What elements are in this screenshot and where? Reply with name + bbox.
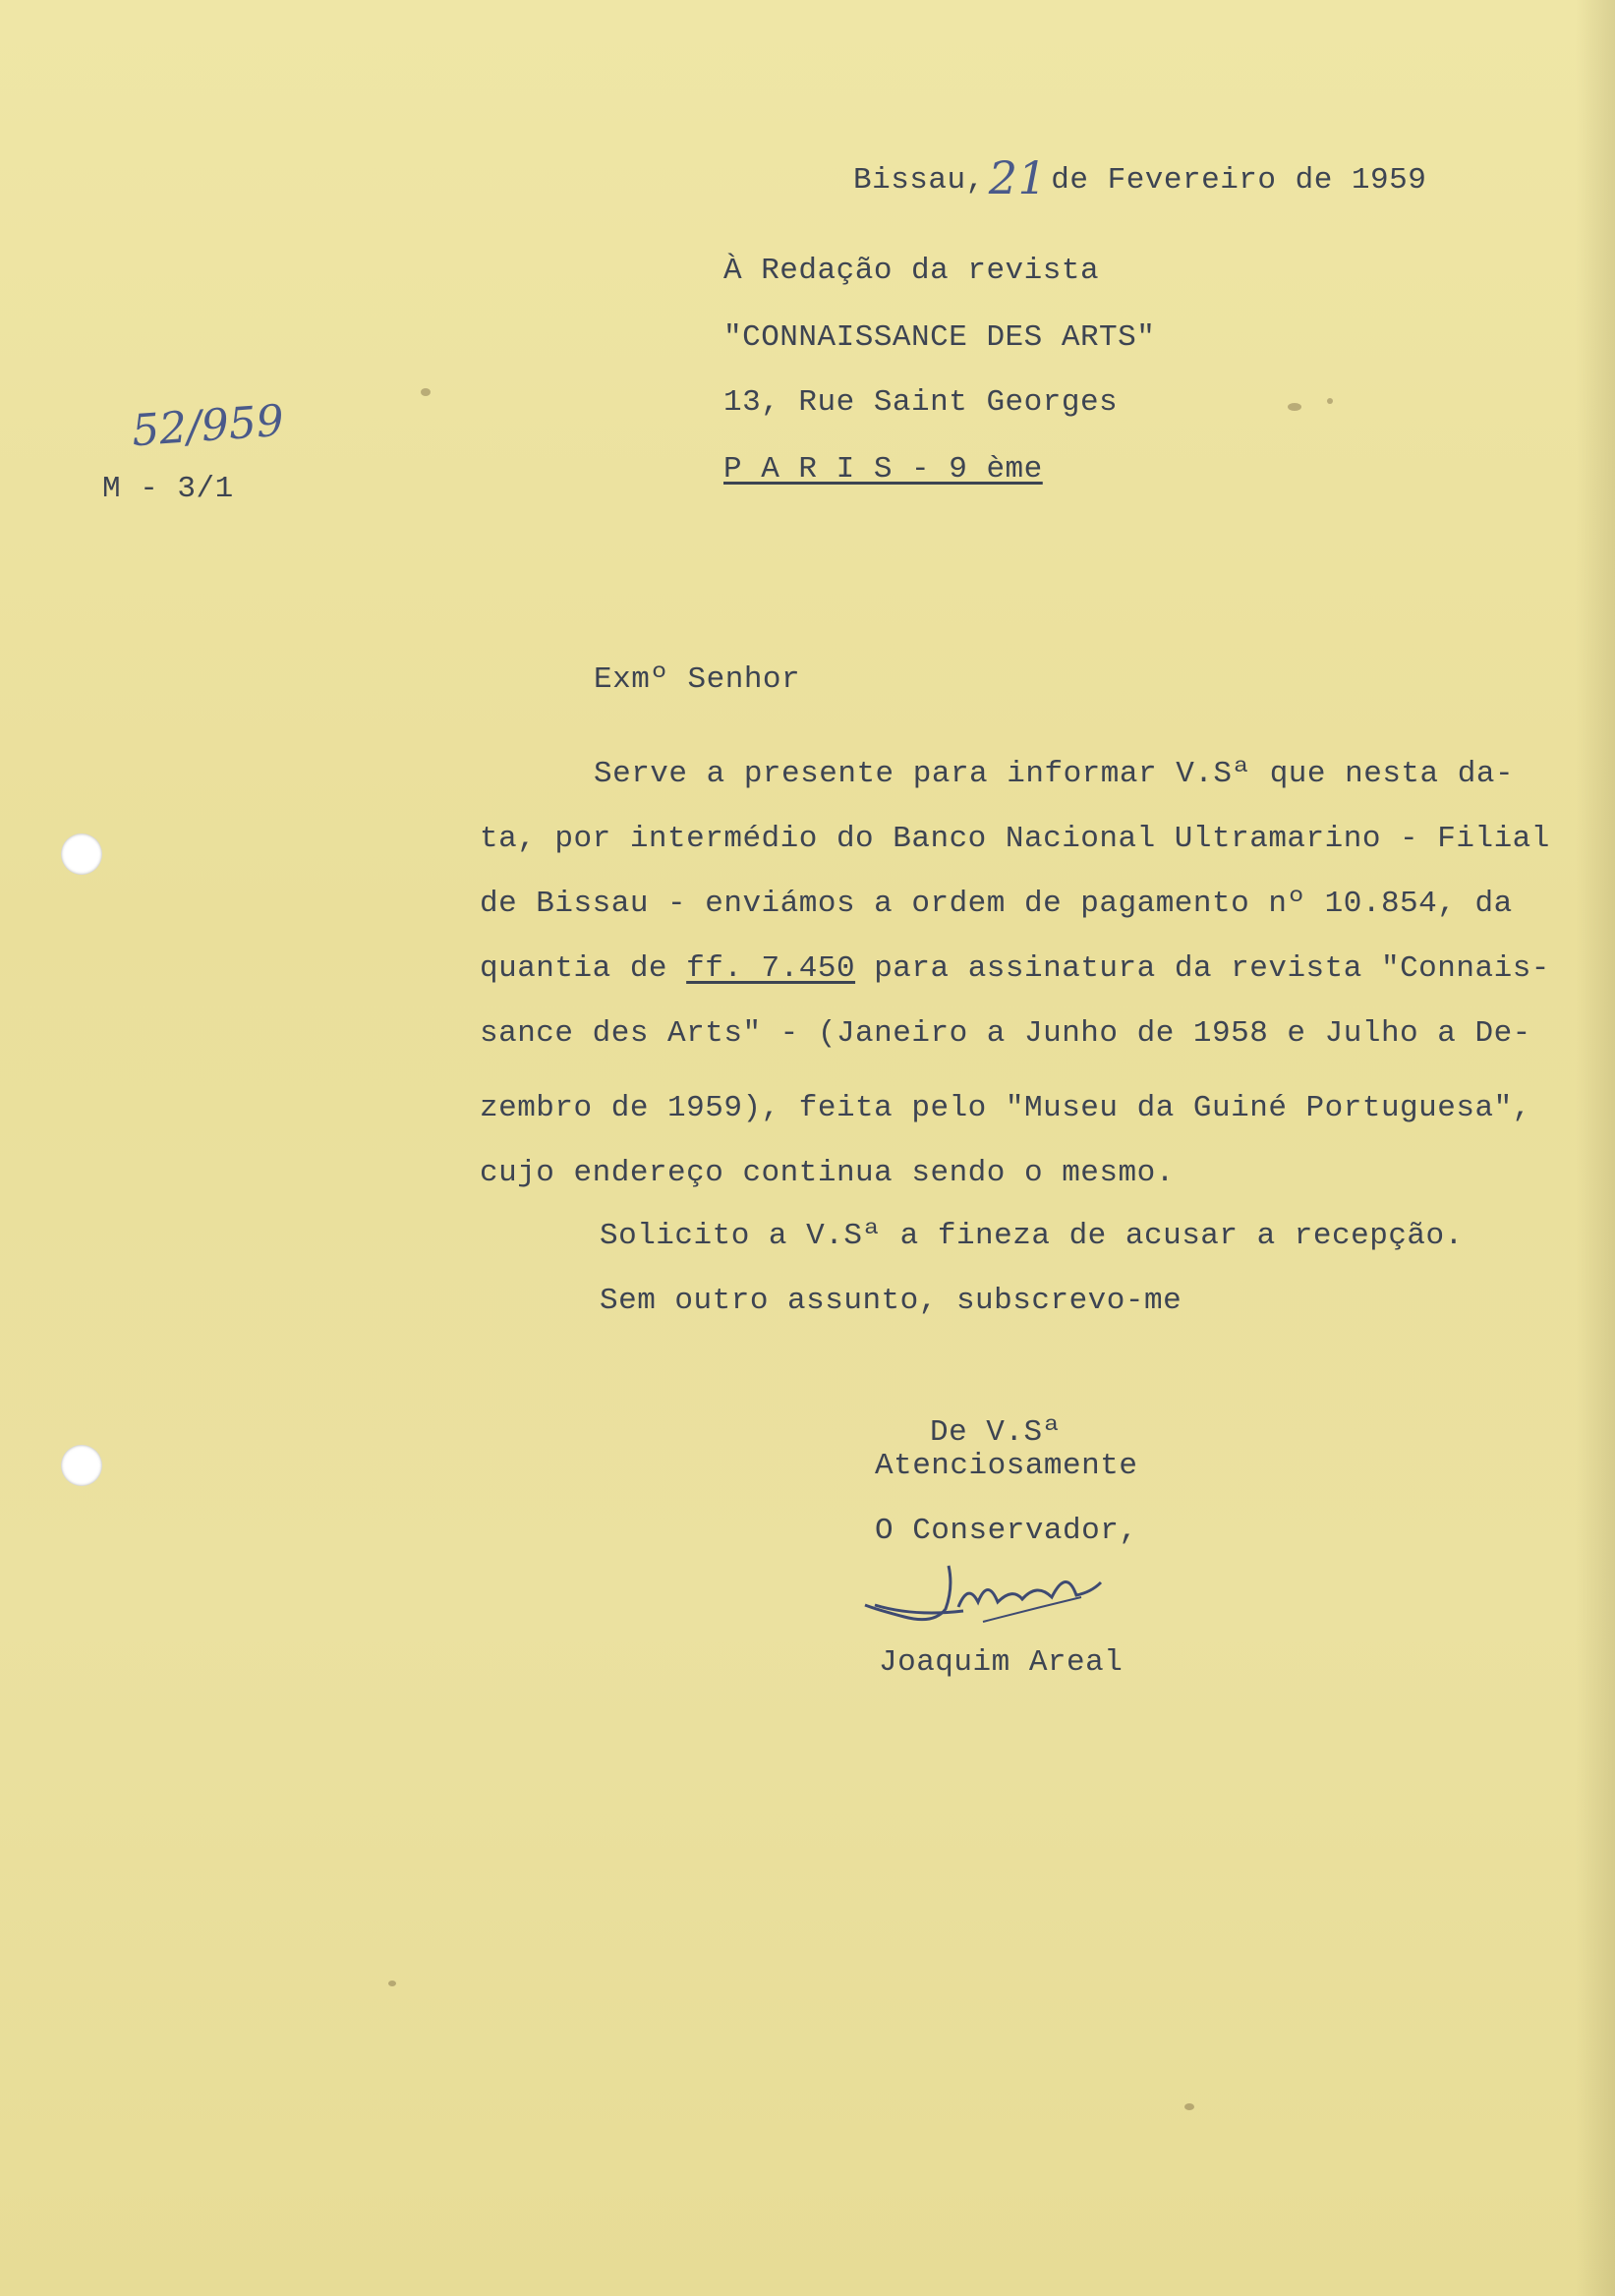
signoff-line-2: Atenciosamente	[875, 1449, 1138, 1483]
punch-hole-bottom	[61, 1445, 102, 1486]
signature-scribble	[855, 1548, 1160, 1636]
reference-handwritten: 52/959	[130, 395, 286, 457]
signoff-line-1: De V.Sª	[930, 1415, 1062, 1450]
recipient-line-3: 13, Rue Saint Georges	[723, 385, 1119, 420]
paper-speck	[1288, 403, 1301, 411]
body-line-5: sance des Arts" - (Janeiro a Junho de 1958 e Julho a De-	[480, 1016, 1531, 1051]
closing-line: Sem outro assunto, subscrevo-me	[600, 1284, 1182, 1318]
reference-typed: M - 3/1	[102, 472, 234, 506]
body-line-6: zembro de 1959), feita pelo "Museu da Guiné Portuguesa",	[480, 1091, 1531, 1125]
signoff-name: Joaquim Areal	[879, 1645, 1124, 1680]
signoff-title: O Conservador,	[875, 1514, 1138, 1548]
recipient-line-2: "CONNAISSANCE DES ARTS"	[723, 320, 1156, 355]
recipient-line-4: P A R I S - 9 ème	[723, 452, 1043, 487]
recipient-line-1: À Redação da revista	[723, 254, 1100, 288]
paper-edge-shadow	[1576, 0, 1615, 2296]
paper-speck	[1184, 2103, 1194, 2110]
date-rest: de Fevereiro de 1959	[1051, 163, 1427, 198]
date-line	[853, 145, 1427, 204]
date-place: Bissau,	[853, 163, 985, 198]
body-amount-suffix: para assinatura da revista "Connais-	[874, 951, 1550, 986]
body-line-3: de Bissau - enviámos a ordem de pagamento nº 10.854, da	[480, 887, 1513, 921]
salutation: Exmº Senhor	[594, 662, 801, 697]
paper-speck	[421, 388, 431, 396]
body-line-4	[480, 951, 1550, 986]
body-line-7: cujo endereço continua sendo o mesmo.	[480, 1156, 1175, 1190]
body-amount-prefix: quantia de	[480, 951, 668, 986]
body-line-2: ta, por intermédio do Banco Nacional Ultramarino - Filial	[480, 822, 1550, 856]
paper-speck	[388, 1980, 396, 1986]
request-line: Solicito a V.Sª a fineza de acusar a recepção.	[600, 1219, 1464, 1253]
punch-hole-top	[61, 833, 102, 875]
date-day-handwritten: 21	[988, 151, 1048, 204]
paper-speck	[1327, 398, 1333, 404]
body-line-1: Serve a presente para informar V.Sª que nesta da-	[594, 757, 1515, 791]
body-amount: ff. 7.450	[686, 951, 856, 986]
